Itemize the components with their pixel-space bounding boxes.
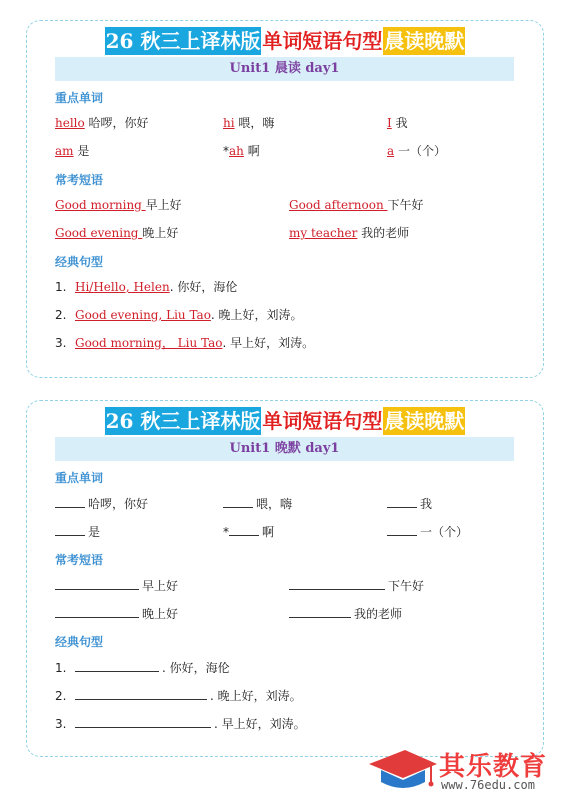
evening-dictation-card	[26, 400, 544, 757]
phrase-item: my teacher 我的老师	[289, 226, 410, 240]
phrase-blank-item: 下午好	[289, 577, 424, 594]
word-item: am 是	[55, 144, 90, 158]
word-blank-item: 是	[55, 523, 100, 540]
answer-blank[interactable]	[75, 715, 211, 728]
unit-title: Unit1 晚默 day1	[55, 437, 514, 461]
sentence-blank-item: 3. . 早上好，刘涛。	[55, 717, 306, 731]
phrase-blank-item: 我的老师	[289, 605, 402, 622]
morning-reading-card	[26, 20, 544, 378]
answer-blank[interactable]	[289, 577, 385, 590]
sentence-item: 3. Good morning， Liu Tao. 早上好，刘涛。	[55, 336, 315, 350]
answer-blank[interactable]	[55, 495, 85, 508]
sentence-blank-item: 1. . 你好，海伦	[55, 661, 230, 675]
banner-part2: 单词短语句型	[262, 29, 383, 53]
word-blank-item: 我	[387, 495, 432, 512]
answer-blank[interactable]	[75, 687, 207, 700]
word-blank-item: 喂，嗨	[223, 495, 292, 512]
word-item: *ah 啊	[223, 144, 260, 158]
word-blank-item: 哈啰，你好	[55, 495, 148, 512]
banner-part3: 晨读晚默	[384, 409, 465, 433]
answer-blank[interactable]	[223, 495, 253, 508]
answer-blank[interactable]	[55, 577, 139, 590]
logo-title: 其乐教育	[439, 752, 548, 782]
logo-url: www.76edu.com	[441, 778, 535, 792]
sentence-item: 1. Hi/Hello, Helen. 你好，海伦	[55, 280, 238, 294]
section-classic-sentences: 经典句型	[55, 635, 104, 649]
phrase-blank-item: 晚上好	[55, 605, 178, 622]
banner-title	[27, 27, 543, 55]
word-item: hi 喂，嗨	[223, 116, 275, 130]
phrase-blank-item: 早上好	[55, 577, 178, 594]
site-logo	[365, 742, 565, 798]
answer-blank[interactable]	[387, 495, 417, 508]
sentence-blank-item: 2. . 晚上好，刘涛。	[55, 689, 302, 703]
answer-blank[interactable]	[75, 659, 159, 672]
section-classic-sentences: 经典句型	[55, 255, 104, 269]
phrase-item: Good afternoon 下午好	[289, 198, 424, 212]
banner-part3: 晨读晚默	[384, 29, 465, 53]
word-blank-item: * 啊	[223, 525, 275, 539]
sentence-item: 2. Good evening, Liu Tao. 晚上好，刘涛。	[55, 308, 303, 322]
word-item: hello 哈啰，你好	[55, 116, 149, 130]
graduation-cap-icon	[365, 742, 439, 798]
banner-part1: 26 秋三上译林版	[105, 29, 261, 53]
section-common-phrases: 常考短语	[55, 173, 104, 187]
section-key-words: 重点单词	[55, 91, 104, 105]
answer-blank[interactable]	[387, 523, 417, 536]
answer-blank[interactable]	[55, 523, 85, 536]
phrase-item: Good morning 早上好	[55, 198, 182, 212]
unit-title: Unit1 晨读 day1	[55, 57, 514, 81]
word-blank-item: 一（个）	[387, 523, 468, 540]
word-item: a 一（个）	[387, 144, 446, 158]
banner-part2: 单词短语句型	[262, 409, 383, 433]
banner-title	[27, 407, 543, 435]
answer-blank[interactable]	[229, 523, 259, 536]
phrase-item: Good evening 晚上好	[55, 226, 179, 240]
section-key-words: 重点单词	[55, 471, 104, 485]
banner-part1: 26 秋三上译林版	[105, 409, 261, 433]
answer-blank[interactable]	[289, 605, 351, 618]
section-common-phrases: 常考短语	[55, 553, 104, 567]
word-item: I 我	[387, 116, 408, 130]
answer-blank[interactable]	[55, 605, 139, 618]
